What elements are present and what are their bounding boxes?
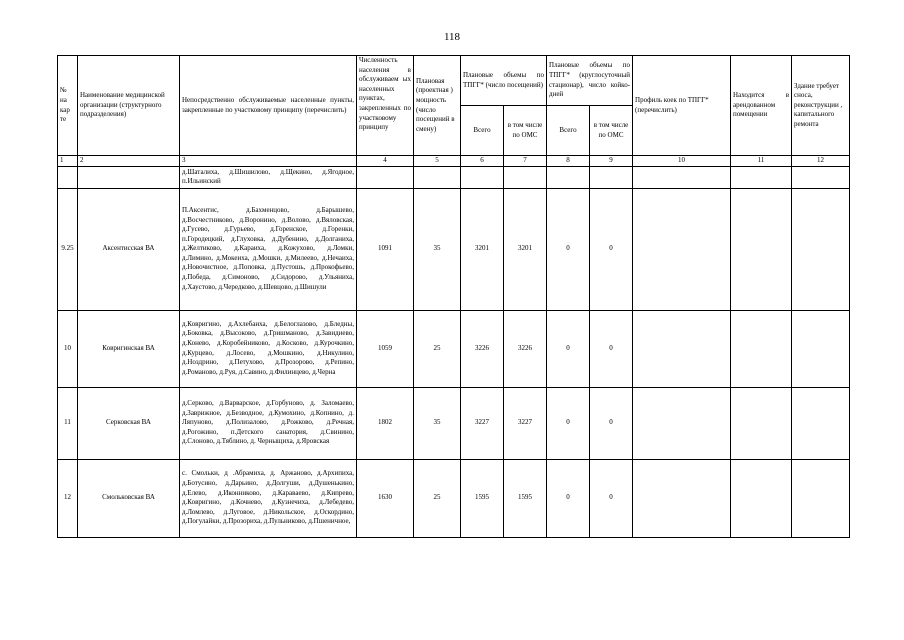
col-number: 8 (547, 156, 590, 167)
population: 1091 (357, 188, 414, 310)
header-organization: Наименование медицинской организации (структурного подразделения) (78, 56, 180, 156)
col-number: 1 (58, 156, 78, 167)
empty-cell (78, 166, 180, 188)
empty-cell (633, 166, 731, 188)
beds-oms: 0 (590, 188, 633, 310)
table-row (58, 188, 850, 310)
header-places: Непосредственно обслуживаемые населенные пункты, закрепленные по участковому принципу (перечислить) (180, 56, 357, 156)
visits-oms: 3201 (504, 188, 547, 310)
header-capacity: Плановая (проектная ) мощность (число посещений в смену) (414, 56, 461, 156)
population: 1630 (357, 459, 414, 537)
visits-total: 3227 (461, 387, 504, 459)
empty-cell (504, 166, 547, 188)
header-row-1 (58, 56, 850, 106)
table-row (58, 310, 850, 387)
empty-cell (547, 166, 590, 188)
col-number: 3 (180, 156, 357, 167)
header-visits-total: Всего (461, 106, 504, 156)
empty-cell (414, 166, 461, 188)
empty-cell (633, 188, 731, 310)
empty-cell (590, 166, 633, 188)
col-number: 9 (590, 156, 633, 167)
population: 1059 (357, 310, 414, 387)
header-bed-profile: Профиль коек по ТПГГ* (перечислить) (633, 56, 731, 156)
facilities-table (57, 55, 850, 538)
empty-cell (731, 310, 792, 387)
beds-oms: 0 (590, 310, 633, 387)
beds-total: 0 (547, 310, 590, 387)
empty-cell (731, 459, 792, 537)
empty-cell (792, 166, 850, 188)
continuation-places: д.Шаталиха, д.Шишилово, д.Щекино, д.Ягодное, п.Ильинский (180, 166, 357, 188)
beds-oms: 0 (590, 459, 633, 537)
empty-cell (731, 188, 792, 310)
beds-total: 0 (547, 387, 590, 459)
header-beds-total: Всего (547, 106, 590, 156)
header-visits: Плановые объемы по ТПГГ* (число посещений) (461, 56, 547, 106)
capacity: 25 (414, 459, 461, 537)
capacity: 25 (414, 310, 461, 387)
header-population: Численность населения в обслуживаем ых населенных пунктах, закрепленных по участковому принципу (357, 56, 414, 156)
continuation-row (58, 166, 850, 188)
empty-cell (792, 387, 850, 459)
places-list: с. Смольки, д .Абрамиха, д. Аржаново, д.Архипиха, д.Ботусино, д.Дарьино, д.Долгуши, д.Душенькино, д.Елево, д.Иконниково, д.Караваево, д.Кипрево, д.Ковригино, д.Кочнево, д.Кузнечиха, д.Лебедево, д.Ломлево, д.Луговое, д.Никольское, д.Оскордино, д.Погулайки, д.Прозориха, д.Пульниково, д.Пшеничное, (180, 459, 357, 537)
col-number: 4 (357, 156, 414, 167)
col-number: 12 (792, 156, 850, 167)
visits-total: 3201 (461, 188, 504, 310)
beds-total: 0 (547, 188, 590, 310)
col-number: 5 (414, 156, 461, 167)
capacity: 35 (414, 387, 461, 459)
empty-cell (731, 387, 792, 459)
col-number: 6 (461, 156, 504, 167)
header-beds: Плановые объемы по ТПГГ* (круглосуточный стационар), число койко-дней (547, 56, 633, 106)
beds-oms: 0 (590, 387, 633, 459)
row-number: 11 (58, 387, 78, 459)
col-number: 7 (504, 156, 547, 167)
header-visits-oms: в том числе по ОМС (504, 106, 547, 156)
header-demolition: Здание требует сноса, реконструкции , капитального ремонта (792, 56, 850, 156)
empty-cell (633, 387, 731, 459)
table-row (58, 387, 850, 459)
column-numbers-row (58, 156, 850, 167)
visits-oms: 3226 (504, 310, 547, 387)
empty-cell (633, 459, 731, 537)
table-row (58, 459, 850, 537)
beds-total: 0 (547, 459, 590, 537)
organization-name: Серковская ВА (78, 387, 180, 459)
col-number: 10 (633, 156, 731, 167)
header-rented: Находится в арендованном помещении (731, 56, 792, 156)
places-list: д.Ковригино, д.Ахлебаиха, д.Белоглазово, д.Бледны, д.Боковка, д.Высоково, д.Гришманово, д.Завидиево, д.Конево, д.Коробейниково, д.Косково, д.Курочкино, д.Курцево, д.Лосево, д.Мошкино, д.Никулино, д.Ноздрино, д.Петухово, д.Прозорово, д.Репино, д.Романово, д.Руя, д.Савино, д.Филинцево, д.Черна (180, 310, 357, 387)
empty-cell (731, 166, 792, 188)
header-number: № на кар те (58, 56, 78, 156)
empty-cell (633, 310, 731, 387)
empty-cell (58, 166, 78, 188)
organization-name: Ковригинская ВА (78, 310, 180, 387)
organization-name: Аксентисская ВА (78, 188, 180, 310)
empty-cell (461, 166, 504, 188)
empty-cell (792, 188, 850, 310)
visits-total: 3226 (461, 310, 504, 387)
population: 1802 (357, 387, 414, 459)
organization-name: Смольковская ВА (78, 459, 180, 537)
visits-oms: 3227 (504, 387, 547, 459)
row-number: 9.25 (58, 188, 78, 310)
places-list: П.Аксентис, д.Бахменцово, д.Барышево, д.Восчестниково, д.Воронино, д.Волово, д.Вяловская, д.Гусево, д.Гурьево, д.Горенское, д.Горенки, п.Городецкий, д.Глуховка, д.Дубенино, д.Долганиха, д.Желтиково, д.Караиха, д.Кожухово, д.Ломки, д.Лимино, д.Мокеиха, д.Мошки, д.Милеево, д.Нечаиха, д.Новочистное, д.Поповка, д.Пустошь, д.Прокофьево, д.Победа, д.Симоново, д.Сидорово, д.Ульяниха, д.Хаустово, д.Чередково, д.Шевцово, д.Шишули (180, 188, 357, 310)
col-number: 2 (78, 156, 180, 167)
row-number: 12 (58, 459, 78, 537)
visits-total: 1595 (461, 459, 504, 537)
row-number: 10 (58, 310, 78, 387)
empty-cell (357, 166, 414, 188)
col-number: 11 (731, 156, 792, 167)
places-list: д.Серково, д.Варварское, д.Горбуново, д. Заломаево, д.Заврижное, д.Безводное, д.Кумохино, д.Копнино, д. Ляпуново, д.Полизалово, д.Рожково, д.Речная, д.Рогожино, п.Детского санатория, д.Свинино, д.Слоново, д.Тяблино, д. Черныщиха, д.Яровская (180, 387, 357, 459)
empty-cell (792, 459, 850, 537)
capacity: 35 (414, 188, 461, 310)
page-number: 118 (443, 31, 461, 43)
header-beds-oms: в том числе по ОМС (590, 106, 633, 156)
visits-oms: 1595 (504, 459, 547, 537)
empty-cell (792, 310, 850, 387)
